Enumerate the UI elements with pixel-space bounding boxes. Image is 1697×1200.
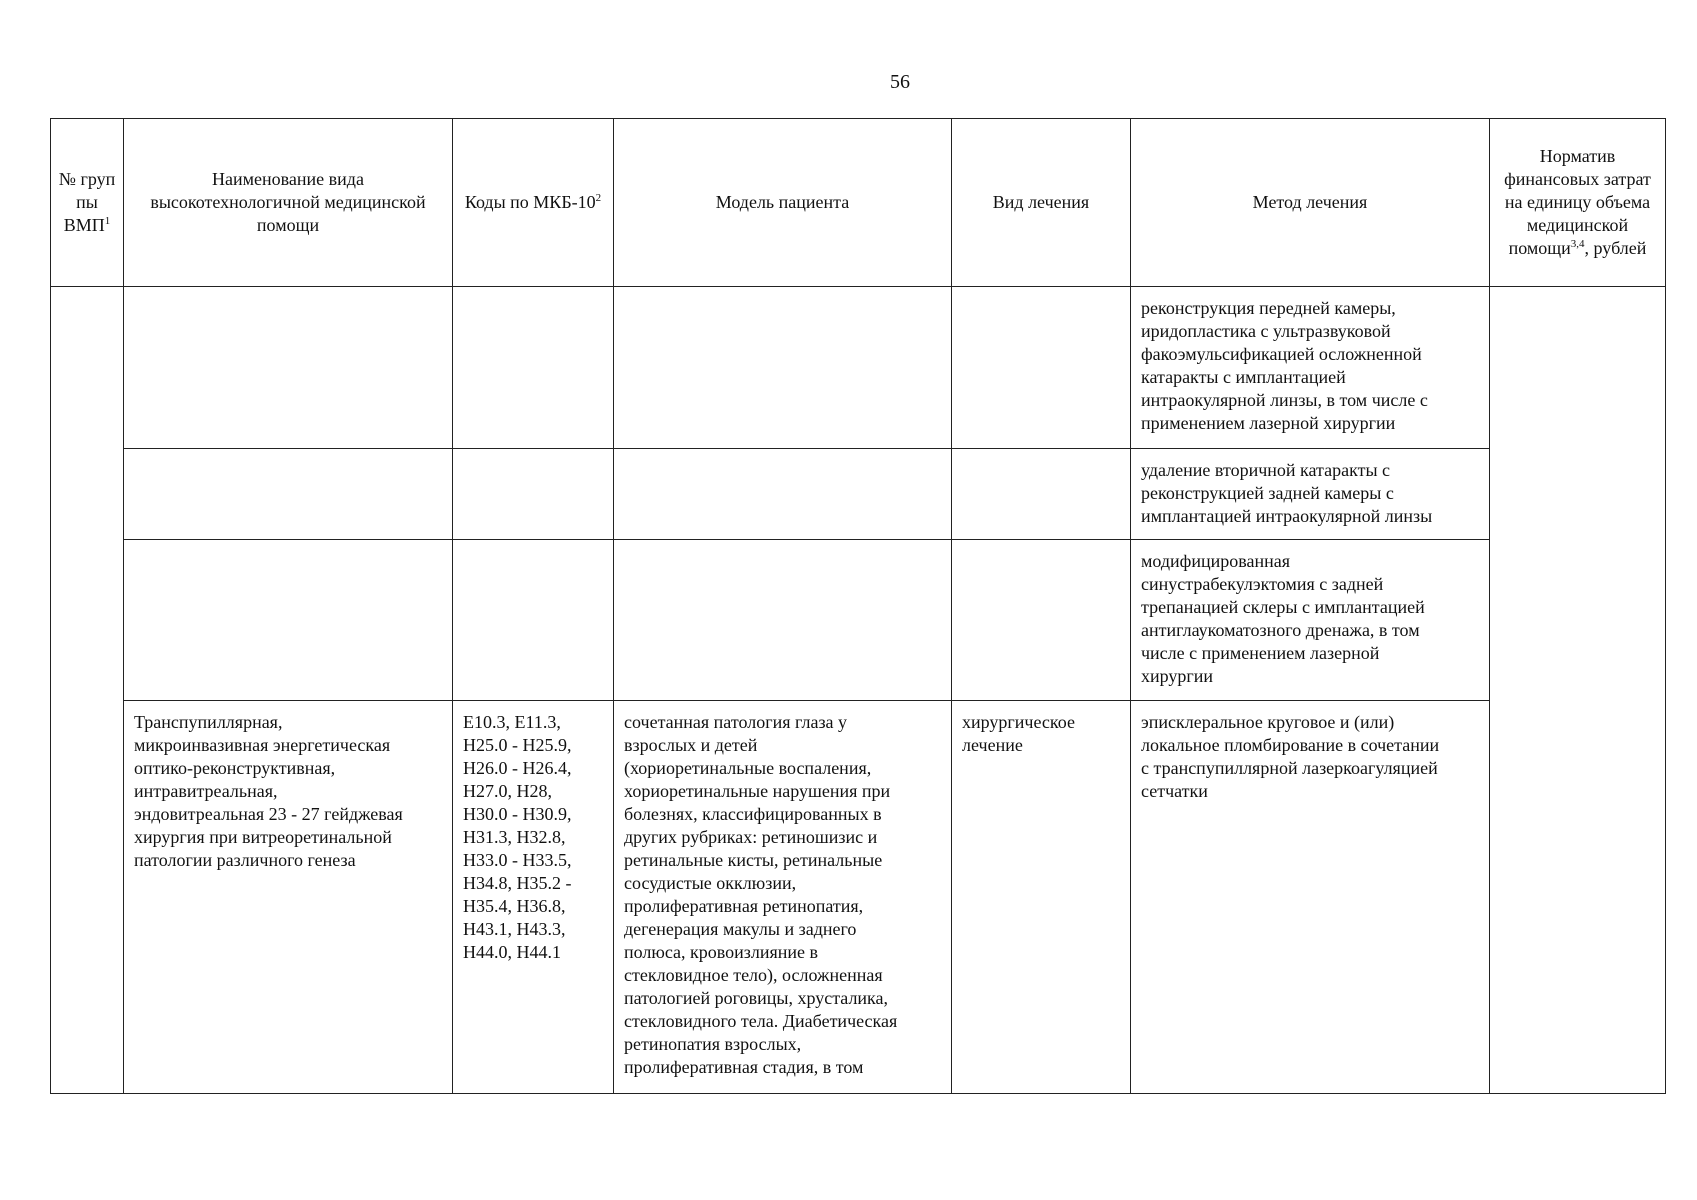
patient-model-text <box>614 540 951 550</box>
table-header-row <box>51 119 1666 287</box>
codes-cell <box>453 287 614 449</box>
header-patient-model-text: Модель пациента <box>715 192 850 212</box>
treatment-type-text <box>952 287 1130 297</box>
codes-cell <box>453 449 614 540</box>
patient-model-cell <box>614 701 952 1094</box>
page-number: 56 <box>890 71 910 93</box>
method-cell <box>1131 287 1490 449</box>
treatment-type-text <box>952 449 1130 459</box>
patient-model-cell <box>614 287 952 449</box>
type-name-cell <box>124 701 453 1094</box>
footnote-1: 1 <box>104 215 111 227</box>
header-mkb-codes <box>453 119 614 287</box>
header-group-no-text: № груп пы ВМП <box>58 169 116 235</box>
type-name-cell <box>124 540 453 701</box>
patient-model-cell <box>614 449 952 540</box>
type-name-text: Транспупиллярная, микроинвазивная энергетическая оптико-реконструктивная, интравитреальная, эндовитреальная 23 - 27 гейджевая хирургия при витреоретинальной патологии различного генеза <box>134 712 403 870</box>
header-treatment-type <box>952 119 1131 287</box>
patient-model-cell <box>614 540 952 701</box>
header-type-name-text: Наименование вида высокотехнологичной медицинской помощи <box>150 169 426 235</box>
treatment-type-cell <box>952 449 1131 540</box>
method-text: удаление вторичной катаракты с реконструкцией задней камеры с имплантацией интраокулярной линзы <box>1141 460 1433 526</box>
type-name-cell <box>124 287 453 449</box>
codes-cell <box>453 540 614 701</box>
header-mkb-codes-text: Коды по МКБ-10 <box>464 192 596 212</box>
codes-text <box>453 287 613 297</box>
method-text: модифицированная синустрабекулэктомия с задней трепанацией склеры с имплантацией антиглаукоматозного дренажа, в том числе с применением лазерной хирургии <box>1141 551 1425 686</box>
header-treatment-method <box>1131 119 1490 287</box>
treatment-type-text: хирургическое лечение <box>962 712 1075 755</box>
group-no-cell <box>51 287 124 1094</box>
header-cost-norm-suffix: , рублей <box>1584 238 1647 258</box>
codes-text <box>453 540 613 550</box>
treatment-type-cell <box>952 287 1131 449</box>
method-cell <box>1131 449 1490 540</box>
type-name-text <box>124 540 452 550</box>
header-treatment-method-text: Метод лечения <box>1252 192 1368 212</box>
codes-text <box>453 449 613 459</box>
codes-cell <box>453 701 614 1094</box>
footnote-3-4: 3,4 <box>1570 238 1585 250</box>
header-treatment-type-text: Вид лечения <box>992 192 1090 212</box>
vmp-table <box>50 118 1666 1094</box>
patient-model-text: сочетанная патология глаза у взрослых и детей (хориоретинальные воспаления, хориоретинальные нарушения при болезнях, классифицированных в других рубриках: ретиношизис и ретинальные кисты, ретинальные сосудистые окклюзии, пролиферативная ретинопатия, дегенерация макулы и заднего полюса, кровоизлияние в стекловидное тело), осложненная патологией роговицы, хрусталика, стекловидного тела. Диабетическая ретинопатия взрослых, пролиферативная стадия, в том <box>624 712 898 1077</box>
table-row <box>51 287 1666 449</box>
treatment-type-text <box>952 540 1130 550</box>
header-patient-model <box>614 119 952 287</box>
method-text: реконструкция передней камеры, иридопластика с ультразвуковой факоэмульсификацией осложненной катаракты с имплантацией интраокулярной линзы, в том числе с применением лазерной хирургии <box>1141 298 1428 433</box>
method-cell <box>1131 540 1490 701</box>
treatment-type-cell <box>952 701 1131 1094</box>
cost-norm-cell <box>1490 287 1666 1094</box>
header-group-no <box>51 119 124 287</box>
patient-model-text <box>614 287 951 297</box>
header-type-name <box>124 119 453 287</box>
type-name-text <box>124 287 452 297</box>
method-text: эписклеральное круговое и (или) локальное пломбирование в сочетании с транспупиллярной лазеркоагуляцией сетчатки <box>1141 712 1440 801</box>
header-cost-norm-text: Норматив финансовых затрат на единицу объема медицинской помощи <box>1504 146 1651 258</box>
table-row <box>51 540 1666 701</box>
treatment-type-cell <box>952 540 1131 701</box>
type-name-cell <box>124 449 453 540</box>
footnote-2: 2 <box>595 192 602 204</box>
patient-model-text <box>614 449 951 459</box>
codes-text: E10.3, E11.3, H25.0 - H25.9, H26.0 - H26.4, H27.0, H28, H30.0 - H30.9, H31.3, H32.8, H33.0 - H33.5, H34.8, H35.2 - H35.4, H36.8, H43.1, H43.3, H44.0, H44.1 <box>463 712 572 962</box>
table-row <box>51 449 1666 540</box>
method-cell <box>1131 701 1490 1094</box>
table-row <box>51 701 1666 1094</box>
type-name-text <box>124 449 452 459</box>
header-cost-norm <box>1490 119 1666 287</box>
